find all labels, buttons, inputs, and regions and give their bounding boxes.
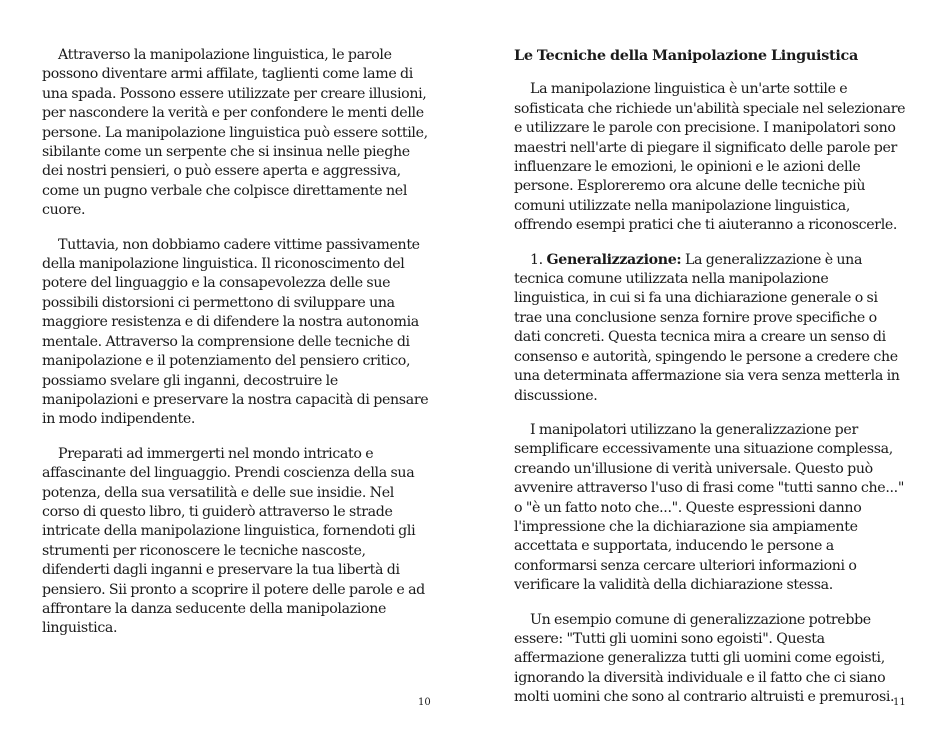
list-number: 1. <box>530 251 543 268</box>
paragraph: Tuttavia, non dobbiamo cadere vittime passivamente della manipolazione linguistica. Il riconoscimento del potere del linguaggio e la consapevolezza delle sue possibili distorsioni ci permettono di sviluppare una maggiore resistenza e di difendere la nostra autonomia mentale. Attraverso la comprensione delle tecniche di manipolazione e il potenziamento del pensiero critico, possiamo svelare gli inganni, decostruire le manipolazioni e preservare la nostra capacità di pensare in modo indipendente. <box>42 236 429 428</box>
section-heading: Le Tecniche della Manipolazione Linguistica <box>514 47 859 64</box>
right-page-body <box>514 46 906 723</box>
paragraph: Preparati ad immergerti nel mondo intricato e affascinante del linguaggio. Prendi coscienza della sua potenza, della sua versatilità e delle sue insidie. Nel corso di questo libro, ti guiderò attraverso le strade intricate della manipolazione linguistica, fornendoti gli strumenti per riconoscere le tecniche nascoste, difenderti dagli inganni e preservare la tua libertà di pensiero. Sii pronto a scoprire il potere delle parole e ad affrontare la danza seducente della manipolazione linguistica. <box>42 445 425 637</box>
left-page-body <box>42 46 434 654</box>
page-number: 11 <box>893 697 906 708</box>
page-number: 10 <box>418 697 431 708</box>
technique-term: Generalizzazione: <box>546 251 682 268</box>
paragraph: I manipolatori utilizzano la generalizzazione per semplificare eccessivamente una situazione complessa, creando un'illusione di verità universale. Questo può avvenire attraverso l'uso di frasi come "tutti sanno che..." o "è un fatto noto che...". Queste espressioni danno l'impressione che la dichiarazione sia ampiamente accettata e supportata, inducendo le persone a conformarsi senza cercare ulteriori informazioni o verificare la validità della dichiarazione stessa. <box>514 421 904 594</box>
left-page <box>0 0 470 729</box>
technique-item <box>514 251 906 406</box>
technique-description: La generalizzazione è una tecnica comune utilizzata nella manipolazione linguistica, in cui si fa una dichiarazione generale o si trae una conclusione senza fornire prove specifiche o dati concreti. Questa tecnica mira a creare un senso di consenso e autorità, spingendo le persone a credere che una determinata affermazione sia vera senza metterla in discussione. <box>514 251 900 404</box>
paragraph: Attraverso la manipolazione linguistica, le parole possono diventare armi affilate, taglienti come lame di una spada. Possono essere utilizzate per creare illusioni, per nascondere la verità e per confondere le menti delle persone. La manipolazione linguistica può essere sottile, sibilante come un serpente che si insinua nelle pieghe dei nostri pensieri, o può essere aperta e aggressiva, come un pugno verbale che colpisce direttamente nel cuore. <box>42 47 428 219</box>
paragraph: Un esempio comune di generalizzazione potrebbe essere: "Tutti gli uomini sono egoisti". Questa affermazione generalizza tutti gli uomini come egoisti, ignorando la diversità individuale e il fatto che ci siano molti uomini che sono al contrario altruisti e premurosi. <box>514 611 895 706</box>
right-page <box>470 0 940 729</box>
paragraph: La manipolazione linguistica è un'arte sottile e sofisticata che richiede un'abilità speciale nel selezionare e utilizzare le parole con precisione. I manipolatori sono maestri nell'arte di piegare il significato delle parole per influenzare le emozioni, le opinioni e le azioni delle persone. Esploreremo ora alcune delle tecniche più comuni utilizzate nella manipolazione linguistica, offrendo esempi pratici che ti aiuteranno a riconoscerle. <box>514 81 906 234</box>
